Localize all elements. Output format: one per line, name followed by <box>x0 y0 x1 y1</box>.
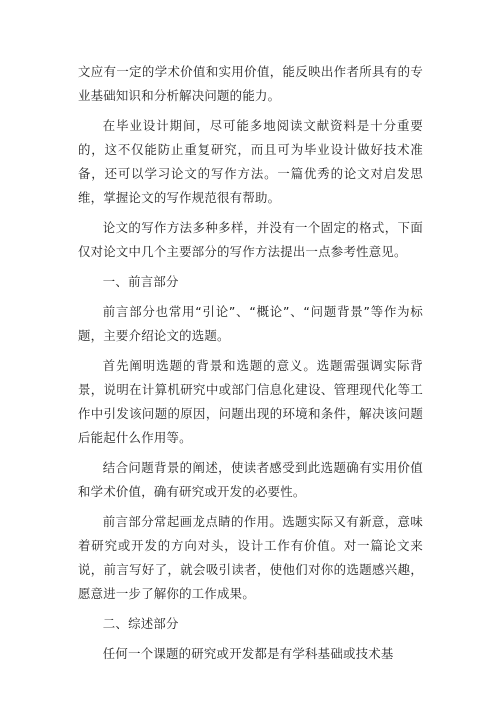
section-heading-review: 二、综述部分 <box>102 616 179 631</box>
section-heading-preface: 一、前言部分 <box>102 274 179 289</box>
paragraph-writing-methods: 论文的写作方法多种多样，并没有一个固定的格式，下面仅对论文中几个主要部分的写作方法提出一点参考性意见。 <box>78 220 423 259</box>
paragraph-continuation: 文应有一定的学术价值和实用价值，能反映出作者所具有的专业基础知识和分析解决问题的能力。 <box>78 64 423 103</box>
document-page <box>78 60 423 690</box>
paragraph-preface-intro: 前言部分也常用“引论”、“概论”、“问题背景”等作为标题，主要介绍论文的选题。 <box>78 304 423 343</box>
paragraph-review-start: 任何一个课题的研究或开发都是有学科基础或技术基 <box>102 646 394 661</box>
paragraph-finishing-touch: 前言部分常起画龙点睛的作用。选题实际又有新意，意味着研究或开发的方向对头，设计工作有价值。对一篇论文来说，前言写好了，就会吸引读者，使他们对你的选题感兴趣，愿意进一步了解你的工作成果。 <box>78 514 423 601</box>
paragraph-background-significance: 首先阐明选题的背景和选题的意义。选题需强调实际背景，说明在计算机研究中或部门信息化建设、管理现代化等工作中引发该问题的原因，问题出现的环境和条件，解决该问题后能起什么作用等。 <box>78 358 423 445</box>
paragraph-value-necessity: 结合问题背景的阐述，使读者感受到此选题确有实用价值和学术价值，确有研究或开发的必要性。 <box>78 460 423 499</box>
paragraph-literature-reading: 在毕业设计期间，尽可能多地阅读文献资料是十分重要的，这不仅能防止重复研究，而且可为毕业设计做好技术准备，还可以学习论文的写作方法。一篇优秀的论文对启发思维，掌握论文的写作规范很有帮助。 <box>78 118 423 205</box>
